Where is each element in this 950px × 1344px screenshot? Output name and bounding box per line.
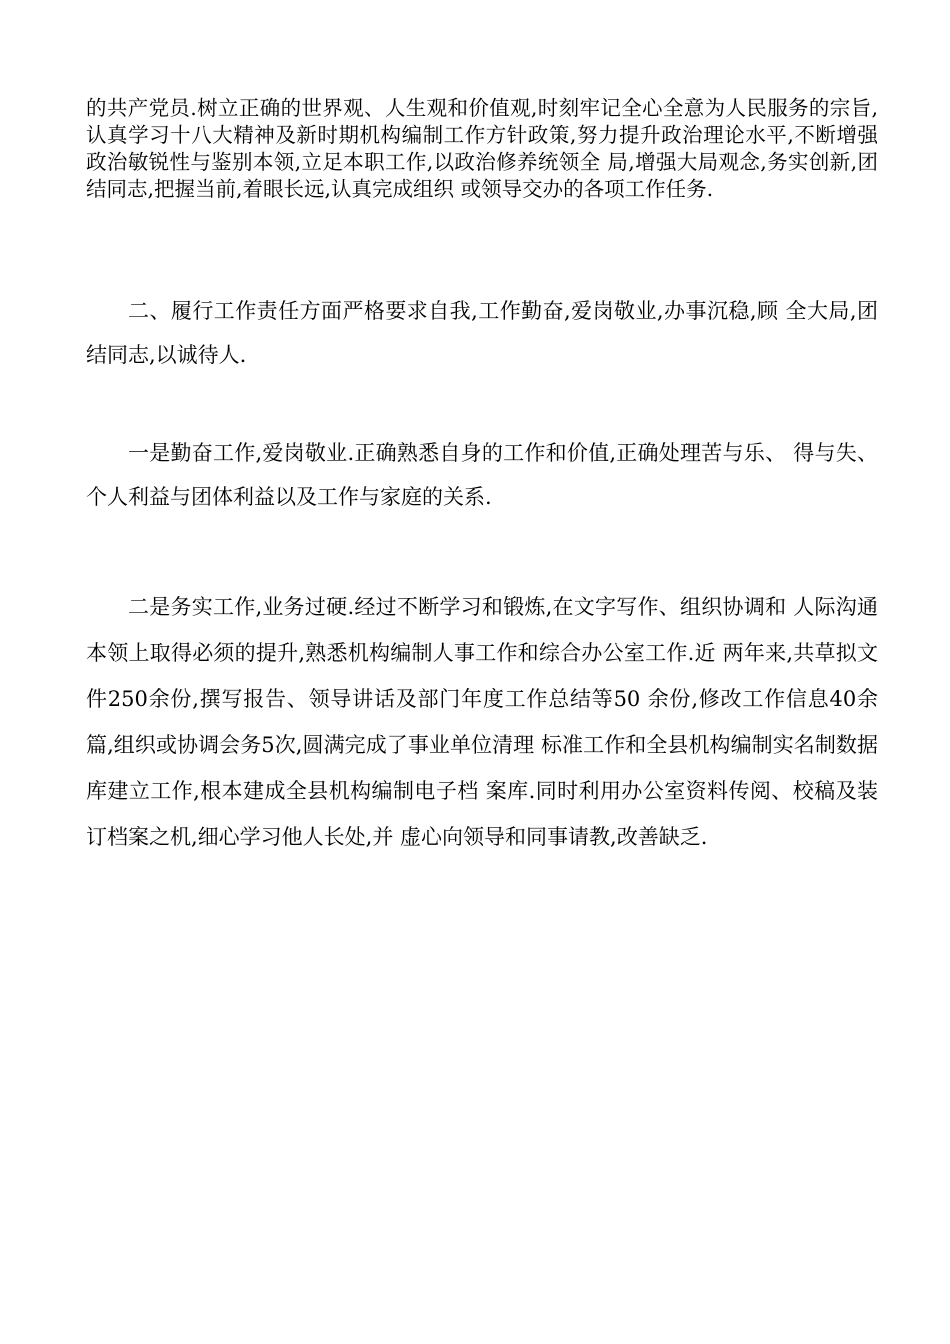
paragraph-practical-work: 二是务实工作,业务过硬.经过不断学习和锻炼,在文字写作、组织协调和 人际沟通本领上取得必须的提升,熟悉机构编制人事工作和综合办公室工作.近 两年来,共草拟文件250余份,撰写报告、领导讲话及部门年度工作总结等50 余份,修改工作信息40余篇,组织或协调会务5次,圆满完成了事业单位清理 标准工作和全县机构编制实名制数据库建立工作,根本建成全县机构编制电子档 案库.同时利用办公室资料传阅、校稿及装订档案之机,细心学习他人长处,并 虚心向领导和同事请教,改善缺乏.	[86, 595, 878, 849]
paragraph-work-responsibility: 二、履行工作责任方面严格要求自我,工作勤奋,爱岗敬业,办事沉稳,顾 全大局,团结同志,以诚待人.	[86, 299, 878, 367]
paragraph-diligent-work: 一是勤奋工作,爱岗敬业.正确熟悉自身的工作和价值,正确处理苦与乐、 得与失、个人利益与团体利益以及工作与家庭的关系.	[86, 441, 878, 509]
paragraph-party-member-summary: 的共产党员.树立正确的世界观、人生观和价值观,时刻牢记全心全意为人民服务的宗旨,认真学习十八大精神及新时期机构编制工作方针政策,努力提升政治理论水平,不断增强政治敏锐性与鉴别本领,立足本职工作,以政治修养统领全 局,增强大局观念,务实创新,团结同志,把握当前,着眼长远,认真完成组织 或领导交办的各项工作任务.	[86, 96, 878, 201]
